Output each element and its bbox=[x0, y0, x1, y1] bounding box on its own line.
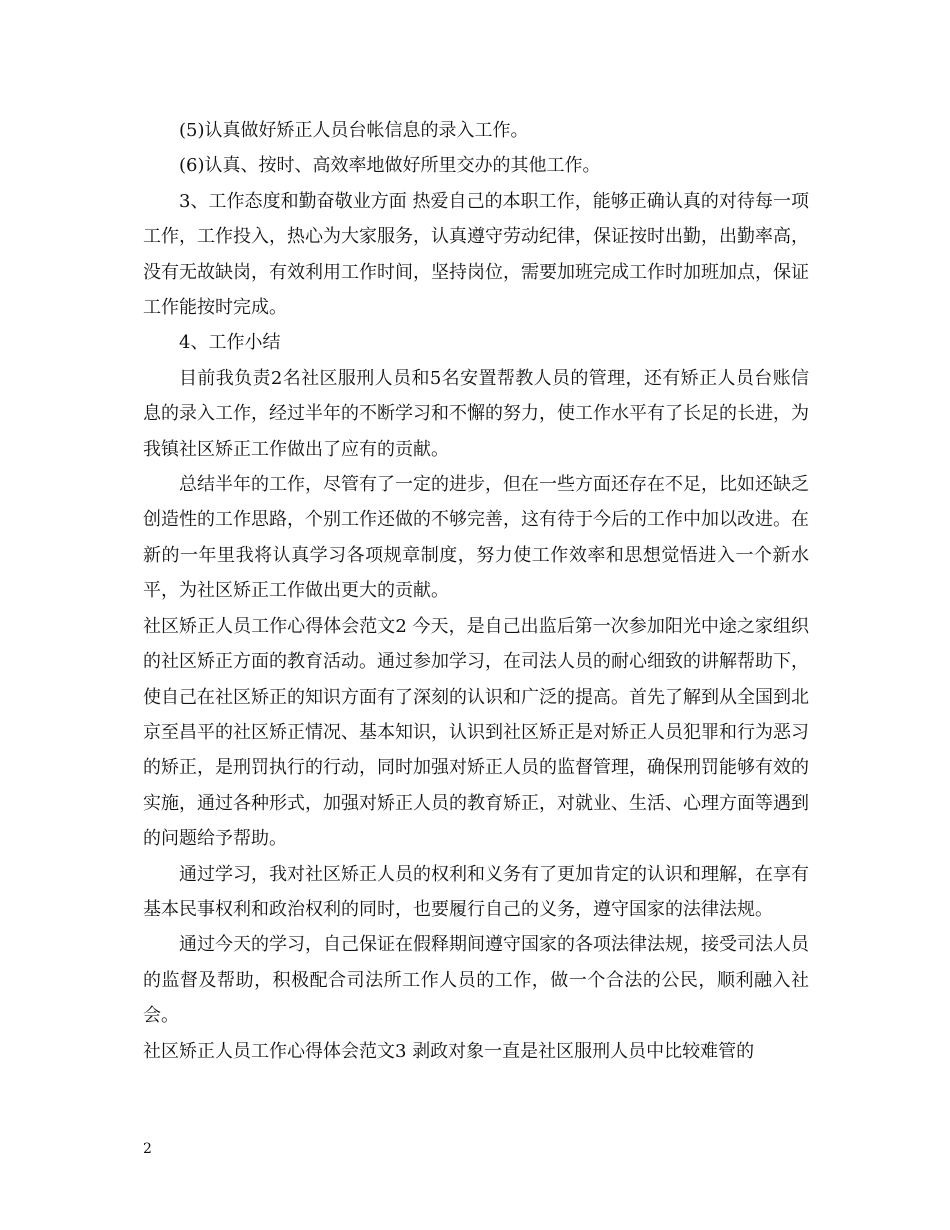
paragraph-half-year-summary: 总结半年的工作，尽管有了一定的进步，但在一些方面还存在不足，比如还缺乏创造性的工作思路，个别工作还做的不够完善，这有待于今后的工作中加以改进。在新的一年里我将认真学习各项规章制度，努力使工作效率和思想觉悟进入一个新水平，为社区矫正工作做出更大的贡献。 bbox=[143, 474, 809, 602]
section-2-lead-text: 今天，是自己出监后第一次参加阳光中途之家组织的社区矫正方面的教育活动。通过参加学习，在司法人员的耐心细致的讲解帮助下，使自己在社区矫正的知识方面有了深刻的认识和广泛的提高。首先了解到从全国到北京至昌平的社区矫正情况、基本知识，认识到社区矫正是对矫正人员犯罪和行为恶习的矫正，是刑罚执行的行动，同时加强对矫正人员的监督管理，确保刑罚能够有效的实施，通过各种形式，加强对矫正人员的教育矫正，对就业、生活、心理方面等遇到的问题给予帮助。 bbox=[143, 615, 810, 850]
section-heading-work-summary: 4、工作小结 bbox=[179, 332, 281, 354]
paragraph-item-6: (6)认真、按时、高效率地做好所里交办的其他工作。 bbox=[179, 155, 601, 177]
section-3-lead-text: 剥政对象一直是社区服刑人员中比较难管的 bbox=[412, 1040, 755, 1062]
paragraph-work-attitude: 3、工作态度和勤奋敬业方面 热爱自己的本职工作，能够正确认真的对待每一项工作，工作投入，热心为大家服务，认真遵守劳动纪律，保证按时出勤，出勤率高，没有无故缺岗，有效利用工作时间，坚持岗位，需要加班完成工作时加班加点，保证工作能按时完成。 bbox=[143, 190, 809, 319]
section-3-block bbox=[143, 1034, 809, 1069]
section-2-title: 社区矫正人员工作心得体会范文2 bbox=[143, 615, 407, 637]
paragraph-rights-duties: 通过学习，我对社区矫正人员的权利和义务有了更加肯定的认识和理解，在享有基本民事权利和政治权利的同时，也要履行自己的义务，遵守国家的法律法规。 bbox=[143, 863, 809, 920]
page-number: 2 bbox=[143, 1141, 152, 1157]
paragraph-item-5: (5)认真做好矫正人员台帐信息的录入工作。 bbox=[179, 120, 529, 141]
section-2-block bbox=[143, 609, 809, 857]
paragraph-study-pledge: 通过今天的学习，自己保证在假释期间遵守国家的各项法律法规，接受司法人员的监督及帮助，积极配合司法所工作人员的工作，做一个合法的公民，顺利融入社会。 bbox=[143, 934, 809, 1027]
section-3-title: 社区矫正人员工作心得体会范文3 bbox=[143, 1040, 407, 1062]
paragraph-current-duties: 目前我负责2名社区服刑人员和5名安置帮教人员的管理，还有矫正人员台账信息的录入工作，经过半年的不断学习和不懈的努力，使工作水平有了长足的长进，为我镇社区矫正工作做出了应有的贡献。 bbox=[143, 367, 809, 460]
document-body bbox=[143, 113, 809, 1069]
